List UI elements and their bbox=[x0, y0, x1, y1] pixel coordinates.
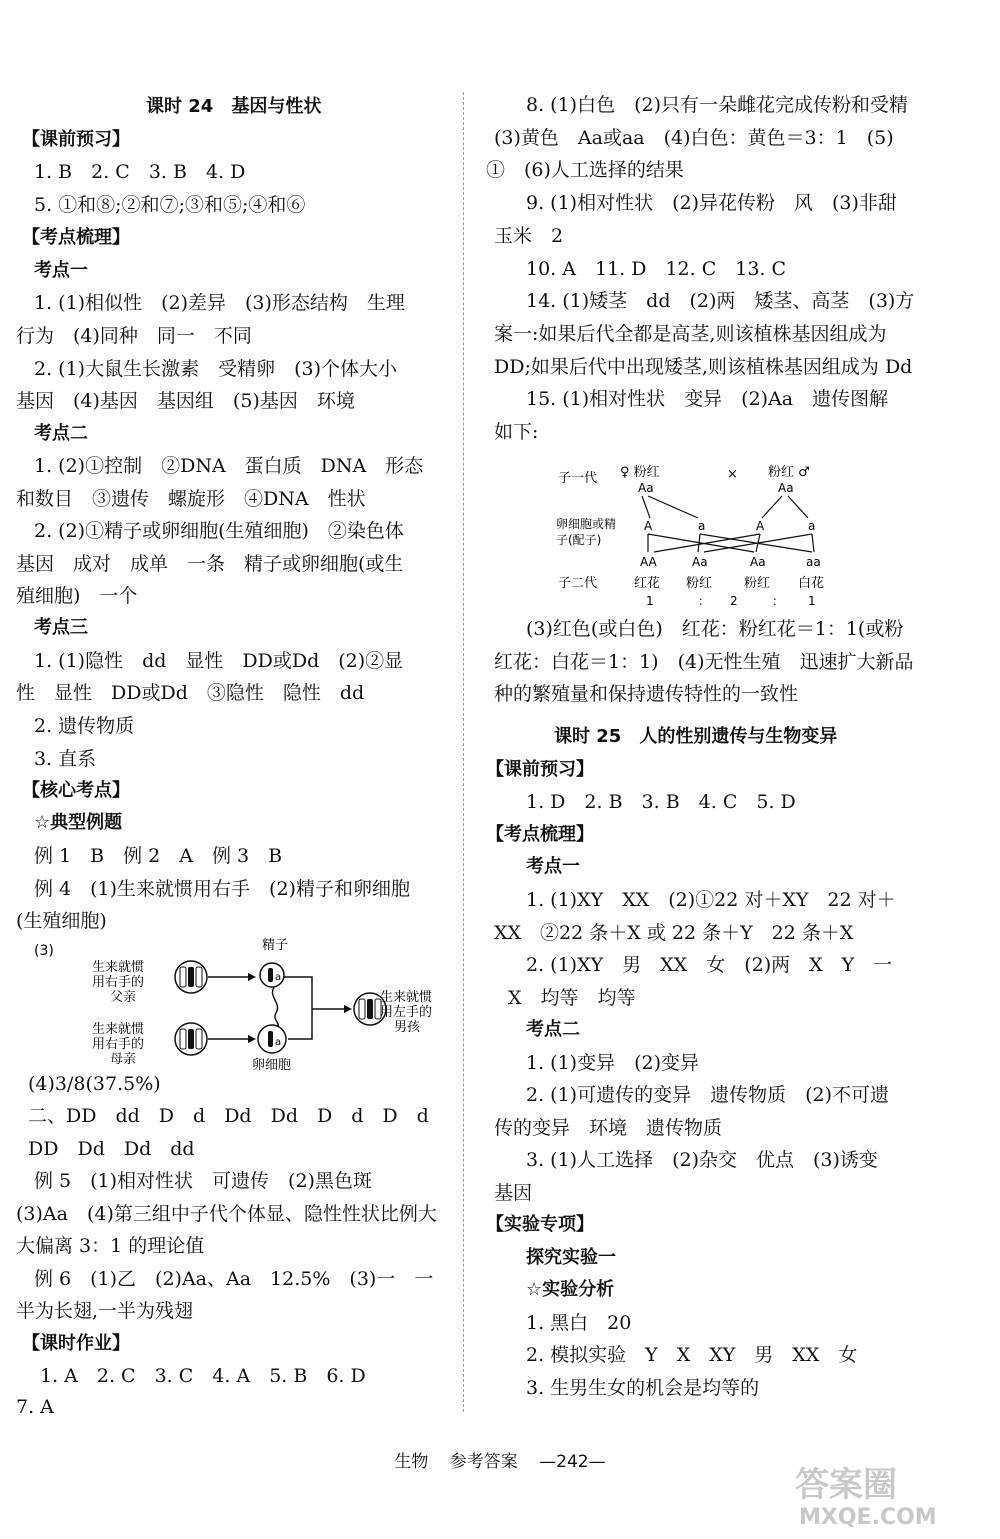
point-1-line: 2. (1)XY 男 XX 女 (2)两 X Y 一 bbox=[526, 954, 893, 976]
offspring-phenotype: 红花 bbox=[634, 576, 661, 591]
point-2-line: 3. (1)人工选择 (2)杂交 优点 (3)诱变 bbox=[526, 1149, 878, 1171]
diagram-label-3: (3) bbox=[34, 943, 54, 959]
point-3-line: 性 显性 DD或Dd ③隐性 隐性 dd bbox=[16, 682, 365, 704]
father-cell bbox=[175, 961, 207, 993]
sperm-allele: a bbox=[275, 972, 282, 983]
point-2-line: 2. (1)可遗传的变异 遗传物质 (2)不可遗 bbox=[526, 1084, 889, 1106]
egg-cell bbox=[258, 1025, 286, 1053]
preview-line-1: 1. B 2. C 3. B 4. D bbox=[34, 161, 246, 183]
q8-line: 8. (1)白色 (2)只有一朵雌花完成传粉和受精 bbox=[526, 94, 908, 116]
bracket-join bbox=[284, 977, 312, 1039]
point-3-title: 考点三 bbox=[34, 617, 88, 638]
typical-examples-title: ☆典型例题 bbox=[34, 812, 123, 833]
q15-line: 红花：白花＝1：1) (4)无性生殖 迅速扩大新品 bbox=[494, 651, 914, 673]
experiment-analysis-title: ☆实验分析 bbox=[526, 1279, 615, 1300]
point-1-line: 基因 (4)基因 基因组 (5)基因 环境 bbox=[16, 390, 355, 412]
point-2-line: 1. (1)变异 (2)变异 bbox=[526, 1052, 699, 1074]
female-parent-label: ♀ 粉红 bbox=[620, 465, 660, 480]
genetic-cross-diagram bbox=[550, 462, 850, 612]
example-6-line: 半为长翅,一半为残翅 bbox=[16, 1300, 194, 1322]
point-1-line: X 均等 均等 bbox=[508, 987, 636, 1009]
parent-to-gamete-line bbox=[648, 496, 698, 518]
father-label-line: 生来就惯 bbox=[92, 960, 145, 975]
section-header-preview: 【课前预习】 bbox=[22, 129, 130, 150]
q8-line: ① (6)人工选择的结果 bbox=[486, 159, 684, 181]
example-6-line: 例 6 (1)乙 (2)Aa、Aa 12.5% (3)一 一 bbox=[34, 1268, 434, 1290]
section-header-points: 【考点梳理】 bbox=[486, 824, 594, 845]
example-5-line: 大偏离 3：1 的理论值 bbox=[16, 1235, 205, 1257]
inheritance-diagram-handedness bbox=[20, 935, 460, 1075]
point-1-line: 1. (1)相似性 (2)差异 (3)形态结构 生理 bbox=[34, 292, 405, 314]
gamete-label-line: 子(配子) bbox=[556, 533, 602, 547]
son-label-line: 用左手的 bbox=[380, 1005, 433, 1020]
fertilization-lines bbox=[648, 534, 814, 552]
parent-to-gamete-line bbox=[788, 496, 808, 518]
offspring-phenotype: 白花 bbox=[798, 576, 825, 591]
son-label-line: 男孩 bbox=[394, 1020, 421, 1035]
experiment-line: 2. 模拟实验 Y X XY 男 XX 女 bbox=[526, 1344, 858, 1366]
male-parent-label: 粉红 ♂ bbox=[768, 465, 810, 480]
section-header-experiment: 【实验专项】 bbox=[486, 1214, 594, 1235]
page-number: —242— bbox=[539, 1452, 606, 1472]
experiment-line: 3. 生男生女的机会是均等的 bbox=[526, 1377, 760, 1399]
point-3-line: 2. 遗传物质 bbox=[34, 715, 135, 737]
gamete-allele: A bbox=[756, 519, 765, 533]
egg-label: 卵细胞 bbox=[252, 1058, 292, 1073]
offspring-genotype: AA bbox=[640, 555, 657, 569]
q15-line: 如下: bbox=[494, 421, 539, 443]
example-4-line: 二、DD dd D d Dd Dd D d D d bbox=[28, 1105, 429, 1127]
q14-line: 14. (1)矮茎 dd (2)两 矮茎、高茎 (3)方 bbox=[526, 290, 915, 312]
example-4-line: (生殖细胞) bbox=[16, 910, 107, 932]
homework-line: 1. A 2. C 3. C 4. A 5. B 6. D bbox=[40, 1365, 366, 1387]
section-header-points: 【考点梳理】 bbox=[22, 227, 130, 248]
father-label-line: 用右手的 bbox=[92, 975, 145, 990]
point-1-title: 考点一 bbox=[34, 260, 88, 281]
watermark-logo bbox=[785, 1460, 980, 1530]
point-3-line: 3. 直系 bbox=[34, 748, 97, 770]
q8-line: (3)黄色 Aa或aa (4)白色：黄色＝3：1 (5) bbox=[494, 127, 894, 149]
ratio-part: 1 bbox=[808, 594, 816, 608]
preview-line-1: 1. D 2. B 3. B 4. C 5. D bbox=[526, 791, 796, 813]
sperm-label: 精子 bbox=[262, 938, 289, 953]
q15-line: 种的繁殖量和保持遗传特性的一致性 bbox=[494, 683, 799, 705]
point-1-line: 行为 (4)同种 同一 不同 bbox=[16, 325, 252, 347]
homework-line: 7. A bbox=[16, 1396, 54, 1418]
gamete-allele: a bbox=[808, 519, 816, 533]
example-4-line: 例 4 (1)生来就惯用右手 (2)精子和卵细胞 bbox=[34, 878, 410, 900]
point-2-title: 考点二 bbox=[34, 423, 88, 444]
ratio-part: 2 bbox=[730, 594, 738, 608]
point-1-title: 考点一 bbox=[526, 856, 580, 877]
mother-label-line: 用右手的 bbox=[92, 1037, 145, 1052]
section-header-preview: 【课前预习】 bbox=[486, 759, 594, 780]
point-2-line: 2. (2)①精子或卵细胞(生殖细胞) ②染色体 bbox=[34, 520, 404, 542]
point-2-line: 基因 bbox=[494, 1182, 533, 1204]
example-5-line: (3)Aa (4)第三组中子代个体显、隐性性状比例大 bbox=[16, 1203, 437, 1225]
point-1-line: XX ②22 条＋X 或 22 条＋Y 22 条＋X bbox=[494, 922, 854, 944]
father-label-line: 父亲 bbox=[110, 990, 137, 1005]
preview-line-2: 5. ①和⑧;②和⑦;③和⑤;④和⑥ bbox=[34, 194, 306, 216]
experiment-line: 1. 黑白 20 bbox=[526, 1312, 632, 1334]
parent-genotype: Aa bbox=[778, 481, 794, 495]
parent-to-gamete-line bbox=[762, 496, 782, 518]
point-2-line: 殖细胞) 一个 bbox=[16, 585, 138, 607]
gamete-allele: a bbox=[698, 519, 706, 533]
egg-allele: a bbox=[275, 1037, 282, 1048]
gamete-label-line: 卵细胞或精 bbox=[556, 517, 617, 531]
footer-section: 参考答案 bbox=[449, 1452, 518, 1472]
example-4-line: DD Dd Dd dd bbox=[28, 1138, 195, 1160]
point-1-line: 2. (1)大鼠生长激素 受精卵 (3)个体大小 bbox=[34, 358, 397, 380]
sperm-cell bbox=[260, 963, 284, 1027]
section-header-core: 【核心考点】 bbox=[22, 780, 130, 801]
point-2-line: 基因 成对 成单 一条 精子或卵细胞(或生 bbox=[16, 553, 404, 575]
q9-line: 9. (1)相对性状 (2)异花传粉 风 (3)非甜 bbox=[526, 192, 897, 214]
point-2-line: 传的变异 环境 遗传物质 bbox=[494, 1117, 723, 1139]
parent-to-gamete-line bbox=[642, 496, 650, 518]
section-header-homework: 【课时作业】 bbox=[22, 1333, 130, 1354]
q10-13-line: 10. A 11. D 12. C 13. C bbox=[526, 258, 787, 280]
q14-line: 案一:如果后代全都是高茎,则该植株基因组成为 bbox=[494, 323, 887, 345]
cross-sign: × bbox=[727, 467, 738, 482]
point-2-title: 考点二 bbox=[526, 1019, 580, 1040]
mother-label-line: 母亲 bbox=[110, 1052, 137, 1067]
watermark-url: MXQE.COM bbox=[799, 1505, 937, 1530]
q15-line: 15. (1)相对性状 变异 (2)Aa 遗传图解 bbox=[526, 388, 889, 410]
example-1-3: 例 1 B 例 2 A 例 3 B bbox=[34, 845, 283, 867]
experiment-1-title: 探究实验一 bbox=[526, 1247, 616, 1268]
offspring-phenotype: 粉红 bbox=[744, 576, 771, 591]
watermark-text: 答案圈 bbox=[795, 1465, 897, 1505]
example-4-line: (4)3/8(37.5%) bbox=[28, 1073, 161, 1095]
offspring-phenotype: 粉红 bbox=[686, 576, 713, 591]
ratio-part: 1 bbox=[646, 594, 654, 608]
q15-line: (3)红色(或白色) 红花：粉红花＝1：1(或粉 bbox=[526, 618, 904, 640]
point-1-line: 1. (1)XY XX (2)①22 对＋XY 22 对＋ bbox=[526, 889, 896, 911]
mother-label-line: 生来就惯 bbox=[92, 1022, 145, 1037]
ratio-part: ： bbox=[772, 594, 785, 608]
generation-2-label: 子二代 bbox=[558, 576, 598, 591]
offspring-genotype: Aa bbox=[750, 555, 766, 569]
column-divider bbox=[463, 92, 464, 1412]
point-3-line: 1. (1)隐性 dd 显性 DD或Dd (2)②显 bbox=[34, 650, 404, 672]
q9-line: 玉米 2 bbox=[494, 225, 564, 247]
example-5-line: 例 5 (1)相对性状 可遗传 (2)黑色斑 bbox=[34, 1170, 372, 1192]
point-2-line: 和数目 ③遗传 螺旋形 ④DNA 性状 bbox=[16, 488, 366, 510]
mother-cell bbox=[175, 1023, 207, 1055]
point-2-line: 1. (2)①控制 ②DNA 蛋白质 DNA 形态 bbox=[34, 455, 424, 477]
lesson-25-title: 课时 25 人的性别遗传与生物变异 bbox=[554, 726, 838, 747]
lesson-24-title: 课时 24 基因与性状 bbox=[146, 96, 322, 117]
generation-1-label: 子一代 bbox=[558, 471, 598, 486]
gamete-allele: A bbox=[644, 519, 653, 533]
offspring-genotype: aa bbox=[806, 555, 821, 569]
footer-subject: 生物 bbox=[394, 1452, 429, 1472]
son-label-line: 生来就惯 bbox=[380, 990, 433, 1005]
ratio-part: ： bbox=[698, 594, 711, 608]
parent-genotype: Aa bbox=[638, 481, 654, 495]
q14-line: DD;如果后代中出现矮茎,则该植株基因组成为 Dd bbox=[494, 356, 913, 378]
offspring-genotype: Aa bbox=[692, 555, 708, 569]
